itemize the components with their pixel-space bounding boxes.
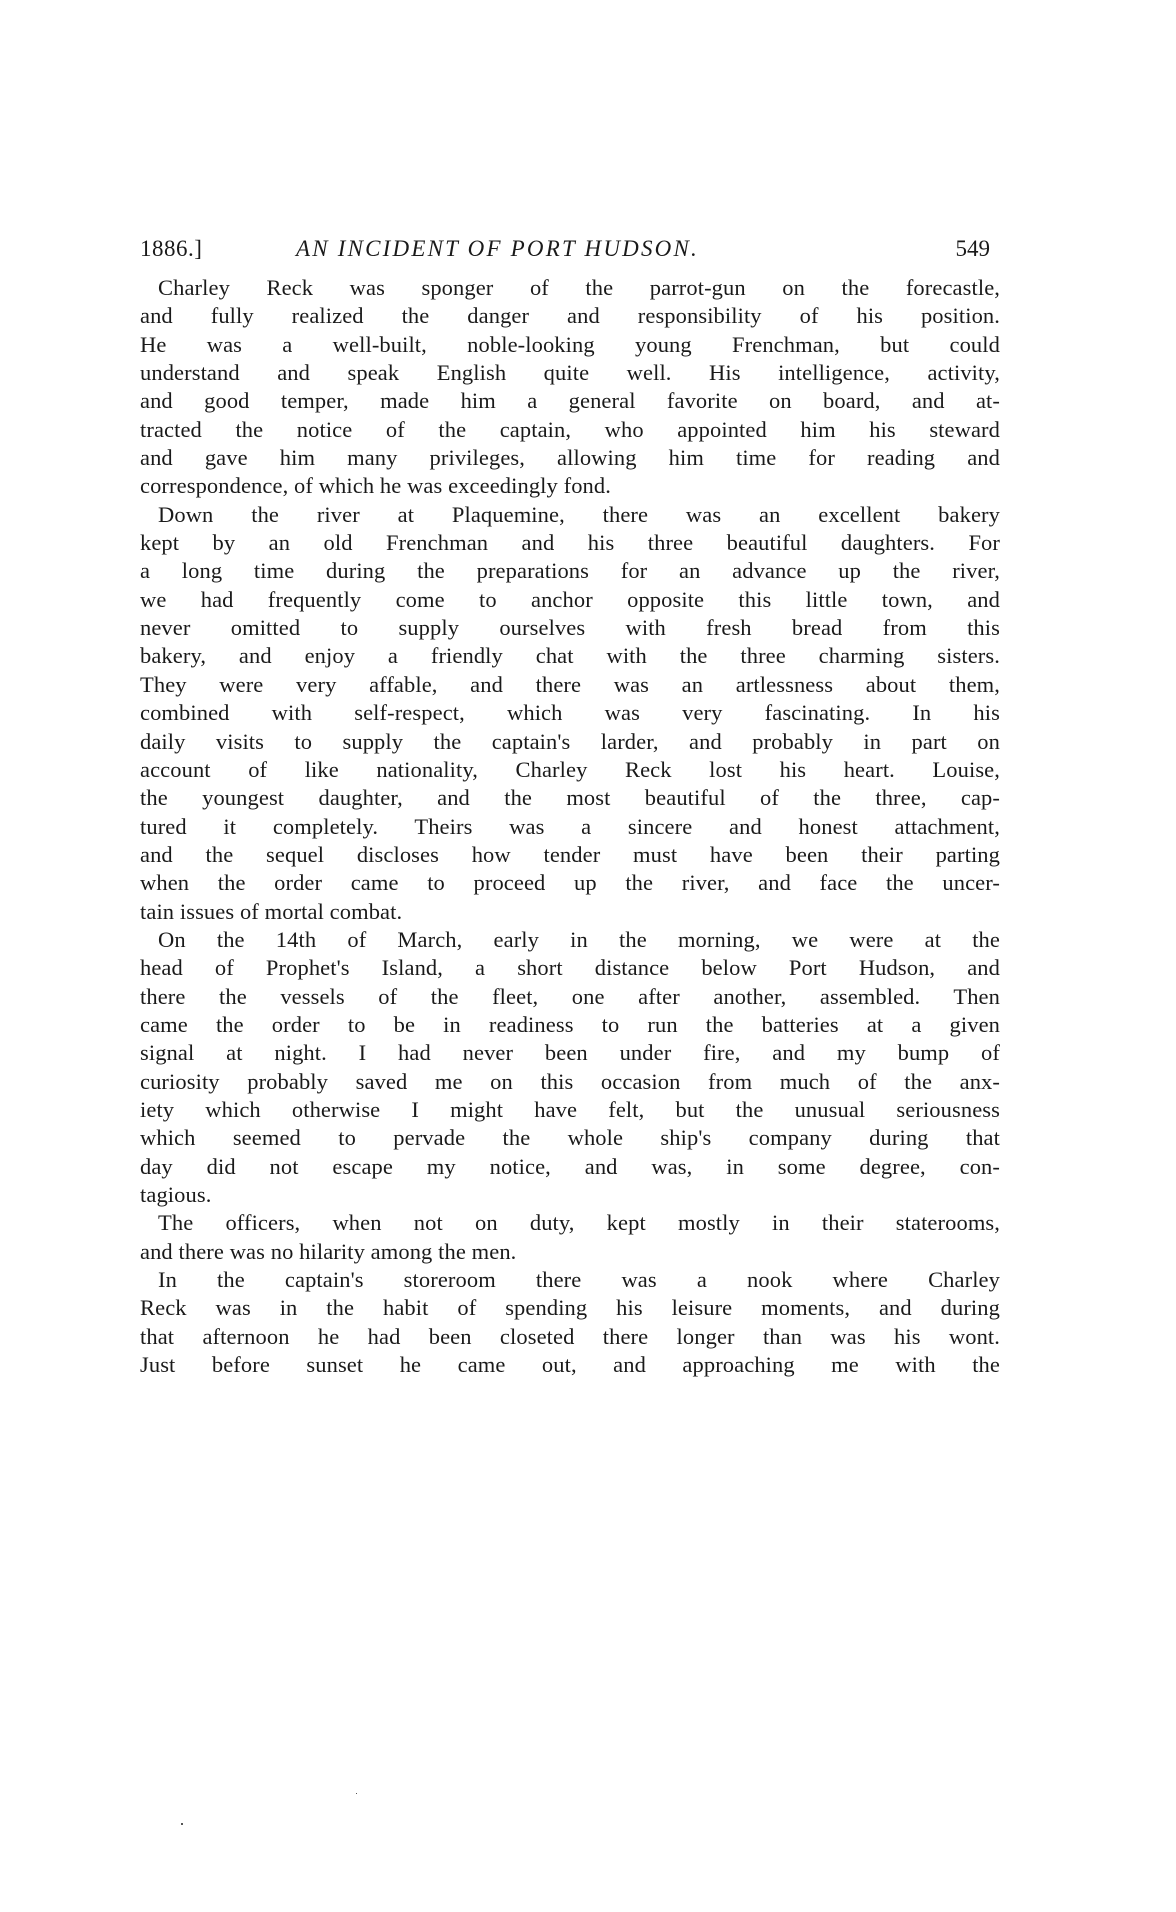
text-line: head of Prophet's Island, a short distance below Port Hudson, and (140, 955, 1000, 981)
text-line: day did not escape my notice, and was, in some degree, con- (140, 1153, 1000, 1179)
body-text (140, 274, 1000, 1379)
text-line: Down the river at Plaquemine, there was an excellent bakery (158, 501, 1000, 527)
text-line: tracted the notice of the captain, who appointed him his steward (140, 416, 1000, 442)
text-line: combined with self-respect, which was very fascinating. In his (140, 700, 1000, 726)
text-line: account of like nationality, Charley Reck lost his heart. Louise, (140, 756, 1000, 782)
text-line: there the vessels of the fleet, one after another, assembled. Then (140, 983, 1000, 1009)
text-line: tured it completely. Theirs was a sincere and honest attachment, (140, 813, 1000, 839)
text-line: and gave him many privileges, allowing him time for reading and (140, 445, 1000, 471)
text-line: and the sequel discloses how tender must have been their parting (140, 841, 1000, 867)
text-line: They were very affable, and there was an artlessness about them, (140, 671, 1000, 697)
text-line: Charley Reck was sponger of the parrot-gun on the forecastle, (158, 275, 1000, 300)
text-line: that afternoon he had been closeted there longer than was his wont. (140, 1323, 1000, 1349)
text-line: He was a well-built, noble-looking young Frenchman, but could (140, 331, 1000, 357)
text-line: daily visits to supply the captain's larder, and probably in part on (140, 728, 1000, 754)
text-line: curiosity probably saved me on this occasion from much of the anx- (140, 1068, 1000, 1094)
scan-speck (356, 1793, 357, 1794)
text-line: never omitted to supply ourselves with fresh bread from this (140, 615, 1000, 641)
text-line: and good temper, made him a general favorite on board, and at- (140, 388, 1000, 414)
text-line: Just before sunset he came out, and approaching me with the (140, 1352, 1000, 1378)
text-line: bakery, and enjoy a friendly chat with the three charming sisters. (140, 643, 1000, 669)
text-line: correspondence, of which he was exceedingly fond. (140, 473, 611, 499)
text-line: understand and speak English quite well. His intelligence, activity, (140, 360, 1000, 386)
text-line: the youngest daughter, and the most beautiful of the three, cap- (140, 785, 1000, 811)
text-line: tagious. (140, 1182, 212, 1207)
running-head (140, 232, 1000, 266)
text-line: tain issues of mortal combat. (140, 898, 403, 924)
text-line: On the 14th of March, early in the morning, we were at the (158, 926, 1000, 952)
text-line: iety which otherwise I might have felt, but the unusual seriousness (140, 1096, 1000, 1122)
text-line: kept by an old Frenchman and his three beautiful daughters. For (140, 530, 1000, 556)
text-line: signal at night. I had never been under fire, and my bump of (140, 1040, 1000, 1066)
page-number: 549 (955, 236, 990, 261)
book-page (140, 232, 1000, 1379)
text-line: The officers, when not on duty, kept mostly in their staterooms, (158, 1210, 1000, 1236)
text-line: and there was no hilarity among the men. (140, 1238, 517, 1264)
running-head-year: 1886.] (140, 236, 203, 261)
text-line: when the order came to proceed up the river, and face the uncer- (140, 870, 1000, 896)
text-line: Reck was in the habit of spending his leisure moments, and during (140, 1295, 1000, 1321)
text-line: we had frequently come to anchor opposite this little town, and (140, 586, 1000, 612)
running-head-title: AN INCIDENT OF PORT HUDSON. (296, 236, 699, 261)
scan-speck (181, 1823, 183, 1825)
text-line: came the order to be in readiness to run the batteries at a given (140, 1011, 1000, 1037)
text-line: In the captain's storeroom there was a nook where Charley (158, 1267, 1000, 1293)
text-line: which seemed to pervade the whole ship's company during that (140, 1125, 1000, 1151)
text-line: a long time during the preparations for an advance up the river, (140, 558, 1000, 584)
text-line: and fully realized the danger and responsibility of his position. (140, 303, 1000, 329)
